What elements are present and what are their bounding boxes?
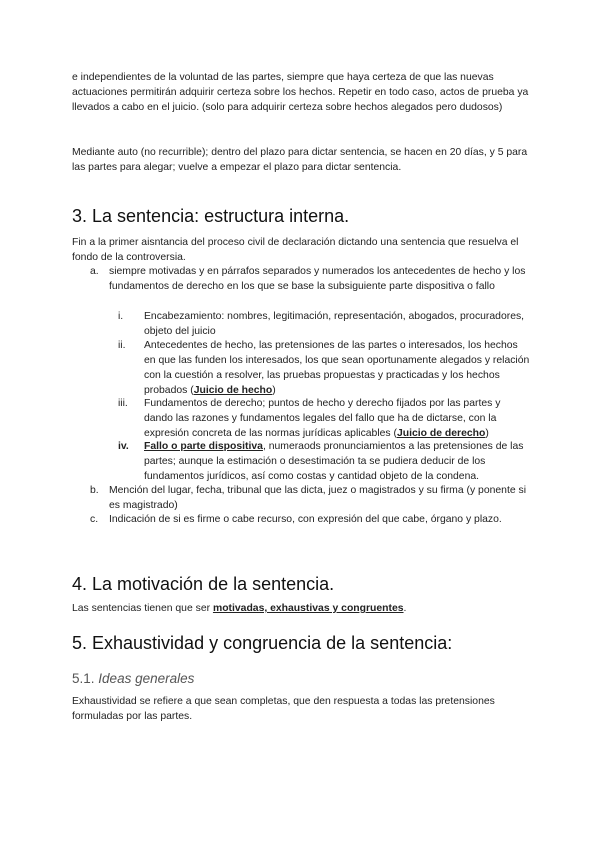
intro-paragraph-1: e independientes de la voluntad de las partes, siempre que haya certeza de que las nuevas actuaciones permitirán adquirir certeza sobre los hechos. Repetir en todo caso, actos de prueba ya llevados a cabo en el juicio. (solo para adquirir certeza sobre hechos alegados pero dudosos) <box>72 72 529 113</box>
list-marker: b. <box>90 485 99 496</box>
sublist-item-i <box>118 309 530 339</box>
sublist-item-ii <box>118 338 530 398</box>
sublist-item-text <box>144 338 530 398</box>
sublist-marker: i. <box>118 311 124 322</box>
text-segment: Fundamentos de derecho; puntos de hecho y derecho fijados por las partes y dando las razones y fundamentos legales del fallo que ha de dictarse, con la expresión concreta de las normas jurídicas aplicables ( <box>144 398 501 439</box>
subsection-title: Ideas generales <box>98 671 195 686</box>
section-3-heading: 3. La sentencia: estructura interna. <box>72 206 350 226</box>
sublist-item-text <box>144 439 530 484</box>
section-5-1-paragraph: Exhaustividad se refiere a que sean completas, que den respuesta a todas las pretensiones formuladas por las partes. <box>72 696 495 722</box>
sublist-item-iii <box>118 396 530 441</box>
list-item-text: Mención del lugar, fecha, tribunal que las dicta, juez o magistrados y su firma (y ponente si es magistrado) <box>109 485 526 511</box>
sublist-marker: ii. <box>118 340 126 351</box>
list-marker: a. <box>90 266 99 277</box>
fallo-term: Fallo o parte dispositiva <box>144 441 263 452</box>
sublist-marker: iv. <box>118 441 129 452</box>
sublist-marker: iii. <box>118 398 128 409</box>
sublist-item-text <box>144 396 530 441</box>
section-4-paragraph <box>72 601 532 616</box>
section-5-heading: 5. Exhaustividad y congruencia de la sentencia: <box>72 633 453 653</box>
motivadas-term: motivadas, exhaustivas y congruentes <box>212 603 404 614</box>
list-item-c <box>90 512 530 527</box>
text-segment: Antecedentes de hecho, las pretensiones de las partes o interesados, los hechos en que las funden los interesados, los que sean oportunamente alegados y relación con la cuestión a resolver, las pruebas propuestas y practicadas y los hechos probados ( <box>144 340 530 396</box>
list-item-b <box>90 483 530 513</box>
subsection-number: 5.1. <box>72 671 95 686</box>
list-item-a <box>90 264 530 294</box>
sublist-item-text: Encabezamiento: nombres, legitimación, representación, abogados, procuradores, objeto del juicio <box>144 311 525 337</box>
list-marker: c. <box>90 514 99 525</box>
juicio-de-hecho-term: Juicio de hecho <box>193 385 273 396</box>
text-segment: Las sentencias tienen que ser <box>72 603 213 614</box>
text-segment: , numeraods pronunciamientos a las pretensiones de las partes; aunque la estimación o desestimación ta se pudiera deducir de los fundamentos jurídicos, así como costas y cantidad objeto de la condena. <box>144 441 524 482</box>
text-segment: . <box>403 603 407 614</box>
sublist-item-iv <box>118 439 530 484</box>
section-5-1-heading <box>72 670 194 688</box>
intro-paragraph-2: Mediante auto (no recurrible); dentro del plazo para dictar sentencia, se hacen en 20 días, y 5 para las partes para alegar; vuelve a empezar el plazo para dictar sentencia. <box>72 147 528 173</box>
juicio-de-derecho-term: Juicio de derecho <box>396 428 486 439</box>
text-segment: ) <box>485 428 489 439</box>
section-4-heading: 4. La motivación de la sentencia. <box>72 574 335 594</box>
text-segment: ) <box>272 385 276 396</box>
list-item-text: siempre motivadas y en párrafos separados y numerados los antecedentes de hecho y los fundamentos de derecho en los que se base la subsiguiente parte dispositiva o fallo <box>109 266 526 292</box>
list-item-text: Indicación de si es firme o cabe recurso, con expresión del que cabe, órgano y plazo. <box>109 514 502 525</box>
section-3-intro: Fin a la primer aisntancia del proceso civil de declaración dictando una sentencia que resuelva el fondo de la controversia. <box>72 237 519 263</box>
